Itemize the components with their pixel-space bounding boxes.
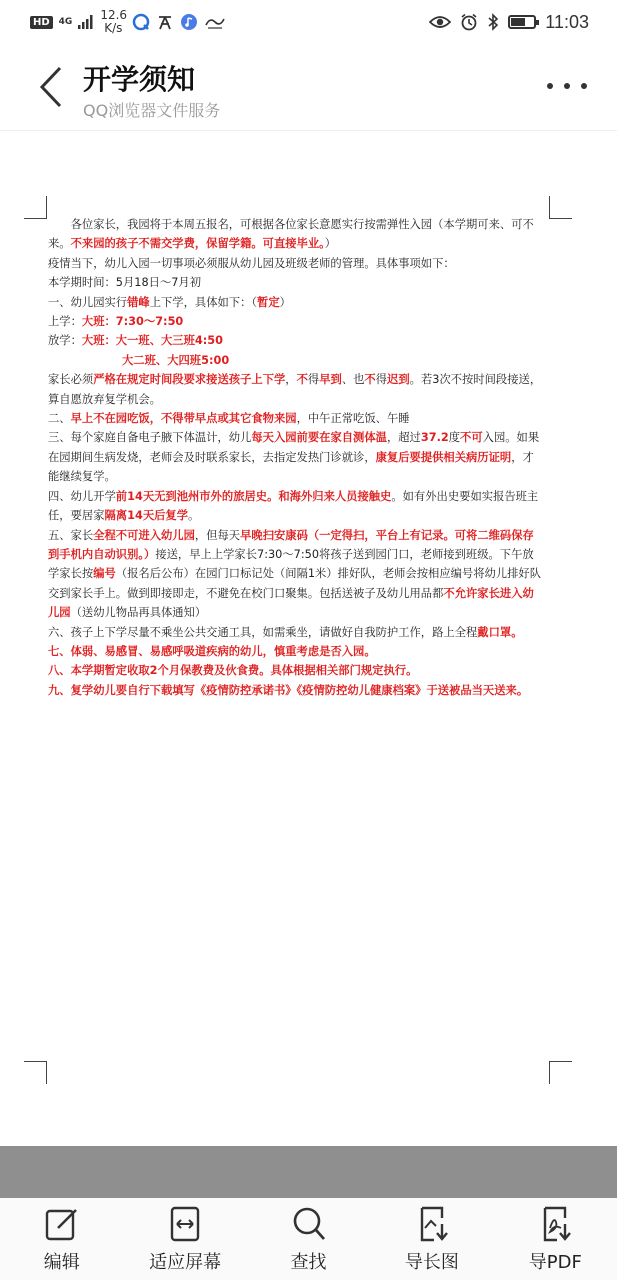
text-run: 上学： — [48, 315, 82, 329]
highlight-text: 戴口罩。 — [477, 625, 523, 639]
find-button[interactable] — [247, 1198, 370, 1280]
paragraph-arrival — [48, 312, 544, 331]
page-title: 开学须知 — [83, 63, 196, 96]
paragraph-item-4 — [48, 487, 544, 526]
page-gap — [0, 1146, 617, 1198]
battery-level — [511, 18, 525, 26]
title-bar — [0, 44, 617, 131]
text-run: （送幼儿物品再具体通知） — [70, 606, 207, 620]
edit-button[interactable] — [0, 1198, 123, 1280]
export-long-image-label: 导长图 — [404, 1252, 459, 1273]
find-label: 查找 — [290, 1252, 327, 1273]
signal-icon — [78, 15, 94, 29]
pdf-icon — [537, 1206, 573, 1242]
long-image-icon — [414, 1206, 450, 1242]
text-run: 。如有外出史要如实报告班主任，要居家 — [48, 489, 539, 523]
highlight-text: 大二班、大四班5:00 — [122, 353, 230, 367]
document-body — [48, 215, 544, 700]
highlight-text: 不 — [364, 373, 376, 387]
text-run: 。若3次不按时间段接送，算自愿放弃复学机会。 — [48, 373, 542, 406]
export-long-image-button[interactable] — [370, 1198, 493, 1280]
highlight-text: 早到 — [319, 373, 342, 387]
text-run: 各位家长，我园将于本周五报名，可根据各位家长意愿实行按需弹性入园（本学期可来、可不来。 — [48, 218, 534, 251]
text-run: ，超过 — [386, 431, 421, 445]
highlight-text: 编号 — [93, 567, 116, 581]
paragraph-item-2 — [48, 409, 544, 428]
highlight-text: 不可 — [460, 431, 483, 445]
browser-app-icon — [132, 13, 150, 31]
highlight-text: 严格在规定时间段要求接送孩子上下学 — [93, 373, 286, 387]
paragraph-item-6 — [48, 623, 544, 642]
alarm-icon — [460, 13, 478, 31]
more-button[interactable] — [547, 76, 587, 96]
text-run: 家长必须 — [48, 373, 94, 387]
highlight-text: 每天入园前要在家自测体温 — [251, 431, 387, 445]
crop-mark-bottom-left — [24, 1061, 47, 1084]
text-run: ， — [285, 373, 297, 387]
bottom-toolbar — [0, 1198, 617, 1280]
highlight-text: 早上不在园吃饭，不得带早点或其它食物来园 — [70, 412, 297, 426]
paragraph-item-5 — [48, 526, 544, 623]
text-run: （报名后公布）在园门口标记处（间隔1米）排好队，老师会按相应编号将幼儿排好队交到家长手上。做到即接即走，不避免在校门口聚集。包括送被子及幼儿用品都 — [48, 567, 541, 600]
text-run: ，但每天 — [194, 528, 241, 542]
paragraph-item-9: 九、复学幼儿要自行下载填写《疫情防控承诺书》《疫情防控幼儿健康档案》于送被品当天送来。 — [48, 683, 529, 697]
highlight-text: 大班：大一班、大三班4:50 — [81, 334, 223, 348]
net-speed — [100, 9, 126, 35]
more-dot — [547, 83, 553, 89]
text-run: 三、每个家庭自备电子腋下体温计，幼儿 — [48, 431, 252, 445]
net-speed-unit: K/s — [104, 21, 123, 35]
paragraph-item-3 — [48, 428, 544, 486]
text-run: 得 — [375, 373, 388, 387]
search-icon — [291, 1206, 327, 1242]
highlight-text: 不 — [296, 373, 308, 387]
edit-label: 编辑 — [43, 1252, 80, 1273]
paragraph-item-8: 八、本学期暂定收取2个月保教费及伙食费。具体根据相关部门规定执行。 — [48, 664, 418, 678]
crop-mark-top-left — [24, 196, 47, 219]
text-run: 四、幼儿开学 — [48, 489, 116, 503]
paragraph-item-1 — [48, 293, 544, 312]
highlight-text: 前14天无到池州市外的旅居史。和海外归来人员接触史 — [115, 489, 392, 503]
fit-screen-icon — [167, 1206, 203, 1242]
paragraph-intro — [48, 215, 544, 254]
highlight-text: 早晚扫安康码（一定得扫，平台上有记录。可将二维码保存到手机内自动识别。） — [48, 528, 534, 561]
text-run: 一、幼儿园实行 — [48, 295, 128, 309]
bluetooth-icon — [487, 13, 499, 31]
fit-screen-label: 适应屏幕 — [149, 1252, 222, 1273]
text-run: 二、 — [48, 412, 71, 426]
highlight-text: 暂定 — [257, 295, 280, 309]
more-dot — [564, 83, 570, 89]
status-right — [429, 8, 589, 36]
status-bar — [0, 0, 617, 44]
highlight-text: 不允许家长进入幼儿园 — [48, 586, 534, 620]
battery-icon — [508, 15, 536, 29]
crop-mark-bottom-right — [549, 1061, 572, 1084]
text-run: 上下学，具体如下：（ — [149, 295, 258, 309]
page-subtitle: QQ浏览器文件服务 — [83, 101, 221, 120]
text-run: 放学： — [48, 334, 82, 348]
text-run: ） — [324, 237, 337, 251]
highlight-text: 错峰 — [127, 295, 150, 309]
text-run: 六、孩子上下学尽量不乘坐公共交通工具，如需乘坐，请做好自我防护工作，路上全程 — [48, 625, 478, 639]
text-run: 度 — [448, 431, 461, 445]
paragraph-dismissal — [48, 331, 544, 350]
eye-icon — [429, 15, 451, 29]
paragraph-item-7: 七、体弱、易感冒、易感呼吸道疾病的幼儿，慎重考虑是否入园。 — [48, 644, 376, 658]
hd-badge: HD — [30, 16, 53, 29]
highlight-text: 全程不可进入幼儿园 — [93, 528, 195, 542]
text-run: ，中午正常吃饭、午睡 — [296, 412, 410, 426]
study-app-icon — [204, 13, 226, 31]
fit-screen-button[interactable] — [123, 1198, 246, 1280]
net-speed-value: 12.6 — [100, 8, 128, 22]
export-pdf-button[interactable] — [494, 1198, 617, 1280]
text-run: 得 — [307, 373, 320, 387]
text-app-icon — [156, 13, 174, 31]
text-run: 接送，早上上学家长7:30～7:50将孩子送到园门口，老师接到班级。下午放学家长按 — [48, 547, 534, 581]
clock: 11:03 — [545, 11, 589, 32]
back-button[interactable] — [34, 64, 70, 110]
status-left — [30, 8, 226, 36]
paragraph-dismissal-2 — [48, 351, 544, 370]
highlight-text: 不来园的孩子不需交学费，保留学籍。可直接毕业。 — [70, 237, 325, 251]
text-run: 、也 — [341, 373, 365, 387]
crop-mark-top-right — [549, 196, 572, 219]
text-run: ） — [279, 295, 291, 309]
export-pdf-label: 导PDF — [528, 1252, 582, 1273]
network-type: 4G — [58, 17, 73, 27]
text-run: 入园。如果在园期间生病发烧，老师会及时联系家长，去指定发热门诊就诊， — [48, 431, 540, 464]
paragraph-punctuality — [48, 370, 544, 409]
highlight-text: 隔离14天后复学 — [104, 509, 189, 523]
paragraph-term: 本学期时间：5月18日～7月初 — [48, 276, 202, 290]
highlight-text: 康复后要提供相关病历证明 — [375, 450, 512, 464]
more-dot — [581, 83, 587, 89]
text-run: 五、家长 — [48, 528, 94, 542]
text-run: 。 — [188, 509, 200, 523]
chevron-left-icon — [34, 64, 70, 110]
edit-icon — [44, 1206, 80, 1242]
highlight-text: 迟到 — [387, 373, 410, 387]
highlight-text: 大班：7:30～7:50 — [81, 315, 184, 329]
music-app-icon — [180, 13, 198, 31]
paragraph-epidemic: 疫情当下，幼儿入园一切事项必须服从幼儿园及班级老师的管理。具体事项如下： — [48, 256, 455, 270]
text-run: ，才能继续复学。 — [48, 450, 534, 484]
highlight-text: 37.2 — [420, 431, 449, 445]
